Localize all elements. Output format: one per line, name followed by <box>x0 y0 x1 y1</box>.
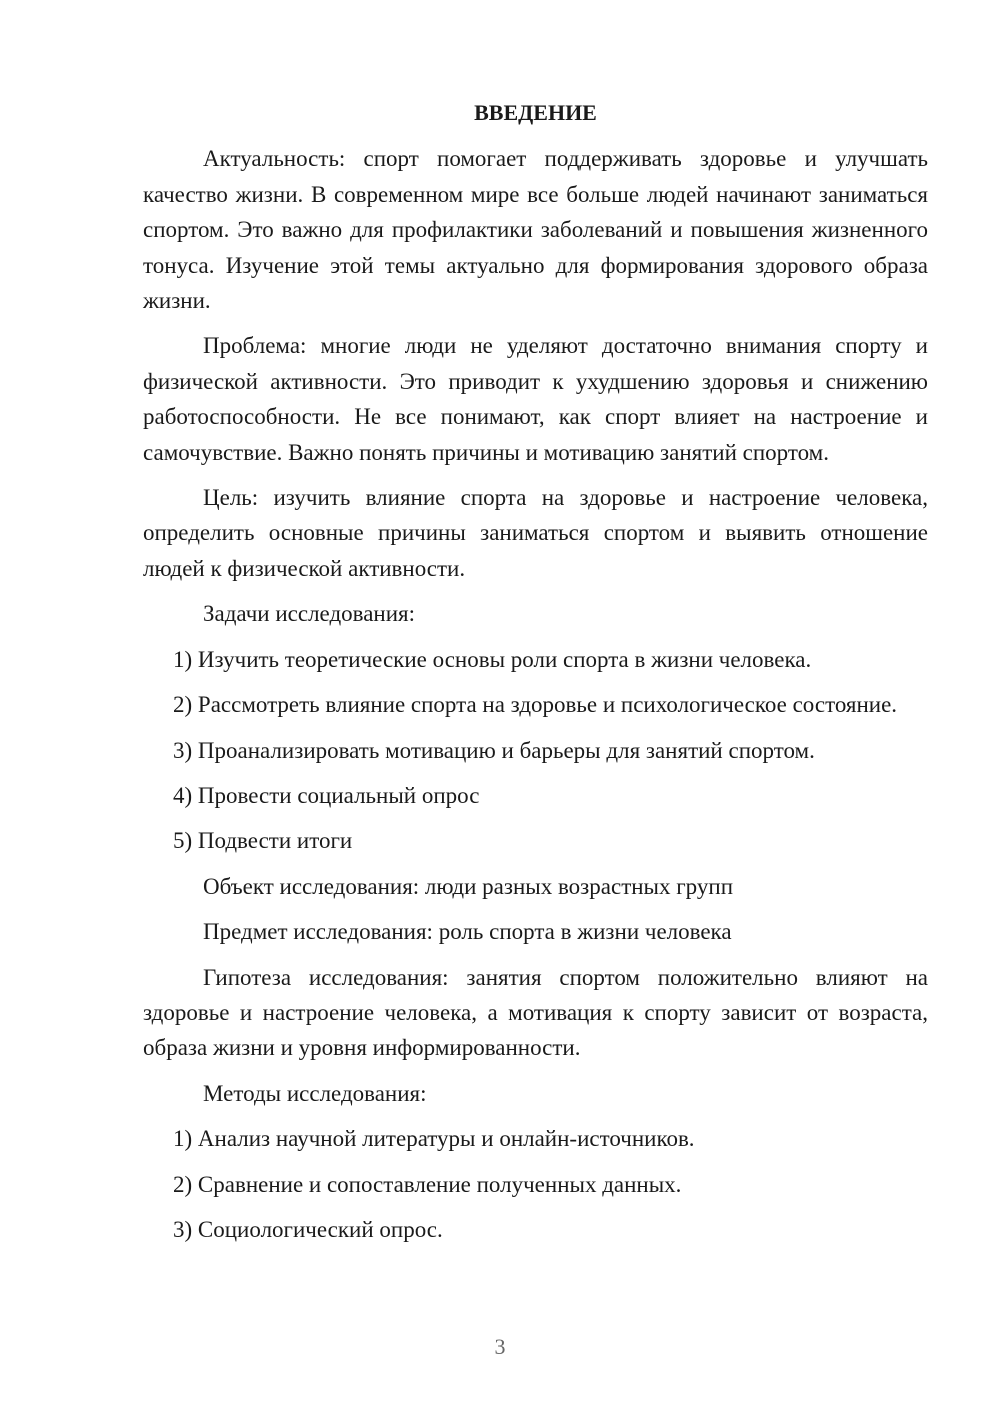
task-item-3: 3) Проанализировать мотивацию и барьеры для занятий спортом. <box>173 737 815 763</box>
method-item-3: 3) Социологический опрос. <box>173 1216 443 1242</box>
method-item-1: 1) Анализ научной литературы и онлайн-источников. <box>173 1126 695 1152</box>
tasks-heading: Задачи исследования: <box>203 601 416 627</box>
subject-paragraph: Предмет исследования: роль спорта в жизни человека <box>203 919 732 945</box>
task-item-1: 1) Изучить теоретические основы роли спорта в жизни человека. <box>173 646 812 672</box>
page-title: ВВЕДЕНИЕ <box>474 100 597 125</box>
method-item-2: 2) Сравнение и сопоставление полученных данных. <box>173 1171 682 1197</box>
problem-paragraph: Проблема: многие люди не уделяют достаточно внимания спорту и физической активности. Это приводит к ухудшению здоровья и снижению работоспособности. Не все понимают, как спорт влияет на настроение и самочувствие. Важно понять причины и мотивацию занятий спортом. <box>143 333 928 465</box>
task-item-4: 4) Провести социальный опрос <box>173 782 480 808</box>
page-number: 3 <box>494 1334 506 1359</box>
task-item-5: 5) Подвести итоги <box>173 828 353 854</box>
object-paragraph: Объект исследования: люди разных возрастных групп <box>203 873 733 899</box>
methods-heading: Методы исследования: <box>203 1080 427 1106</box>
task-item-2: 2) Рассмотреть влияние спорта на здоровье и психологическое состояние. <box>173 692 898 718</box>
hypothesis-paragraph: Гипотеза исследования: занятия спортом положительно влияют на здоровье и настроение человека, а мотивация к спорту зависит от возраста, образа жизни и уровня информированности. <box>143 964 928 1061</box>
goal-paragraph: Цель: изучить влияние спорта на здоровье и настроение человека, определить основные причины заниматься спортом и выявить отношение людей к физической активности. <box>143 485 928 581</box>
relevance-paragraph: Актуальность: спорт помогает поддерживать здоровье и улучшать качество жизни. В современном мире все больше людей начинают заниматься спортом. Это важно для профилактики заболеваний и повышения жизненного тонуса. Изучение этой темы актуально для формирования здорового образа жизни. <box>143 146 928 314</box>
